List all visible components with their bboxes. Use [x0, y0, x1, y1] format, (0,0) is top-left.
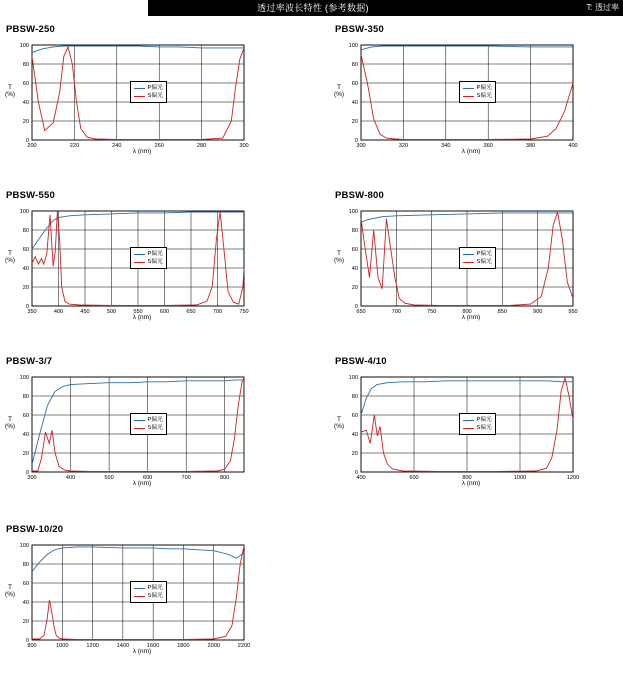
series-line-p: [361, 46, 573, 50]
svg-text:40: 40: [22, 432, 29, 439]
legend-item-p: [134, 584, 163, 592]
x-axis-label: λ (nm): [132, 480, 152, 487]
legend-swatch-s-icon: [134, 96, 145, 97]
svg-text:450: 450: [80, 309, 90, 315]
chart-title: PBSW-10/20: [6, 524, 64, 535]
svg-text:300: 300: [239, 143, 249, 149]
series-line-p: [32, 547, 244, 572]
svg-text:360: 360: [483, 143, 493, 149]
legend-label-p: P偏光: [476, 251, 492, 258]
header-note: T: 透过率: [586, 3, 619, 12]
svg-text:20: 20: [22, 119, 29, 126]
svg-text:320: 320: [398, 143, 409, 149]
legend-swatch-s-icon: [463, 96, 474, 97]
svg-text:60: 60: [22, 81, 29, 88]
svg-text:40: 40: [351, 432, 358, 439]
svg-text:900: 900: [532, 309, 543, 315]
svg-text:40: 40: [22, 266, 29, 273]
legend-item-p: [134, 250, 163, 258]
svg-text:800: 800: [462, 309, 472, 315]
legend-item-p: [134, 416, 163, 424]
svg-text:100: 100: [19, 375, 29, 382]
legend-label-p: P偏光: [147, 585, 163, 592]
y-axis-label: [2, 84, 18, 98]
svg-text:20: 20: [351, 451, 358, 458]
y-axis-label: [331, 84, 347, 98]
x-axis-label: λ (nm): [461, 314, 481, 321]
svg-text:700: 700: [391, 309, 402, 315]
svg-text:20: 20: [22, 619, 29, 626]
plot-area: [335, 371, 581, 486]
legend-swatch-s-icon: [134, 596, 145, 597]
svg-text:0: 0: [25, 138, 29, 145]
legend-swatch-p-icon: [134, 420, 145, 421]
chart-pbsw-550: [6, 190, 252, 320]
x-axis-label: λ (nm): [132, 648, 152, 655]
svg-text:300: 300: [356, 143, 366, 149]
svg-text:20: 20: [22, 451, 29, 458]
svg-text:350: 350: [27, 309, 37, 315]
legend-item-p: [134, 84, 163, 92]
svg-text:0: 0: [25, 470, 29, 477]
svg-text:550: 550: [133, 309, 143, 315]
legend-swatch-s-icon: [134, 262, 145, 263]
chart-pbsw-4-10: [335, 356, 581, 486]
svg-text:0: 0: [25, 638, 29, 645]
plot-area: [335, 205, 581, 320]
svg-text:850: 850: [497, 309, 508, 315]
y-axis-label: [2, 250, 18, 264]
svg-text:0: 0: [354, 470, 358, 477]
legend-label-p: P偏光: [476, 85, 492, 92]
svg-text:60: 60: [351, 247, 358, 254]
legend-swatch-p-icon: [463, 88, 474, 89]
svg-text:650: 650: [186, 309, 196, 315]
svg-text:80: 80: [351, 394, 358, 401]
svg-text:700: 700: [212, 309, 223, 315]
svg-text:40: 40: [22, 600, 29, 607]
legend-swatch-p-icon: [463, 420, 474, 421]
plot-area: [6, 205, 252, 320]
y-axis-symbol: T: [8, 583, 12, 591]
y-axis-symbol: T: [337, 249, 341, 257]
y-axis-symbol: T: [337, 415, 341, 423]
page-header: [0, 0, 623, 16]
y-axis-symbol: T: [8, 415, 12, 423]
chart-legend: [459, 413, 496, 435]
y-axis-unit: (%): [4, 256, 16, 264]
svg-text:2200: 2200: [237, 643, 251, 649]
legend-item-s: [134, 592, 163, 600]
svg-text:40: 40: [351, 266, 358, 273]
svg-text:600: 600: [159, 309, 170, 315]
x-axis-label: λ (nm): [461, 480, 481, 487]
x-axis-label: λ (nm): [132, 314, 152, 321]
svg-text:1000: 1000: [56, 643, 69, 649]
chart-title: PBSW-3/7: [6, 356, 53, 367]
svg-text:400: 400: [568, 143, 578, 149]
chart-title: PBSW-800: [335, 190, 384, 201]
chart-title: PBSW-4/10: [335, 356, 387, 367]
svg-text:1800: 1800: [177, 643, 190, 649]
chart-title: PBSW-350: [335, 24, 384, 35]
chart-pbsw-3-7: [6, 356, 252, 486]
chart-pbsw-800: [335, 190, 581, 320]
legend-label-p: P偏光: [476, 417, 492, 424]
plot-area: [6, 539, 252, 654]
legend-item-s: [463, 258, 492, 266]
svg-text:1200: 1200: [86, 643, 99, 649]
svg-text:60: 60: [351, 413, 358, 420]
y-axis-label: [331, 250, 347, 264]
svg-text:60: 60: [22, 247, 29, 254]
chart-pbsw-10-20: [6, 524, 252, 654]
header-bar: [148, 0, 623, 16]
legend-label-p: P偏光: [147, 251, 163, 258]
svg-text:1600: 1600: [146, 643, 160, 649]
legend-label-s: S偏光: [147, 93, 163, 100]
svg-text:1200: 1200: [566, 475, 580, 481]
x-axis-label: λ (nm): [132, 148, 152, 155]
plot-area: [6, 371, 252, 486]
svg-text:500: 500: [104, 475, 114, 481]
legend-label-s: S偏光: [476, 93, 492, 100]
y-axis-symbol: T: [8, 249, 12, 257]
svg-text:0: 0: [354, 304, 358, 311]
legend-item-p: [463, 250, 492, 258]
legend-item-s: [134, 92, 163, 100]
svg-text:400: 400: [65, 475, 76, 481]
legend-label-s: S偏光: [147, 259, 163, 266]
svg-text:60: 60: [22, 581, 29, 588]
svg-text:750: 750: [426, 309, 437, 315]
svg-text:80: 80: [22, 562, 29, 569]
chart-legend: [130, 247, 167, 269]
legend-item-s: [134, 424, 163, 432]
y-axis-unit: (%): [333, 256, 345, 264]
y-axis-unit: (%): [333, 422, 345, 430]
legend-item-s: [463, 92, 492, 100]
svg-text:0: 0: [354, 138, 358, 145]
legend-item-s: [463, 424, 492, 432]
svg-text:600: 600: [409, 475, 419, 481]
svg-text:400: 400: [53, 309, 64, 315]
svg-text:280: 280: [196, 143, 207, 149]
legend-label-p: P偏光: [147, 85, 163, 92]
chart-title: PBSW-250: [6, 24, 55, 35]
chart-pbsw-350: [335, 24, 581, 154]
y-axis-unit: (%): [333, 90, 345, 98]
svg-text:20: 20: [351, 285, 358, 292]
legend-item-p: [463, 84, 492, 92]
svg-text:200: 200: [27, 143, 37, 149]
svg-text:0: 0: [25, 304, 29, 311]
svg-text:1000: 1000: [513, 475, 527, 481]
svg-text:750: 750: [239, 309, 249, 315]
svg-text:100: 100: [19, 543, 29, 550]
svg-text:100: 100: [19, 209, 29, 216]
y-axis-unit: (%): [4, 590, 16, 598]
svg-text:340: 340: [441, 143, 451, 149]
svg-text:100: 100: [348, 375, 358, 382]
svg-text:240: 240: [112, 143, 122, 149]
svg-text:80: 80: [22, 394, 29, 401]
svg-text:2000: 2000: [207, 643, 220, 649]
y-axis-symbol: T: [8, 83, 12, 91]
chart-title: PBSW-550: [6, 190, 55, 201]
svg-text:600: 600: [142, 475, 153, 481]
chart-legend: [130, 81, 167, 103]
svg-text:100: 100: [19, 43, 29, 50]
legend-swatch-p-icon: [134, 88, 145, 89]
legend-item-s: [134, 258, 163, 266]
svg-text:500: 500: [106, 309, 117, 315]
legend-swatch-s-icon: [463, 428, 474, 429]
series-line-p: [32, 46, 244, 53]
svg-text:650: 650: [356, 309, 366, 315]
plot-area: [6, 39, 252, 154]
svg-text:40: 40: [22, 100, 29, 107]
svg-text:60: 60: [351, 81, 358, 88]
svg-text:1400: 1400: [116, 643, 130, 649]
svg-text:800: 800: [462, 475, 472, 481]
y-axis-label: [2, 416, 18, 430]
svg-text:40: 40: [351, 100, 358, 107]
legend-swatch-p-icon: [463, 254, 474, 255]
chart-legend: [459, 247, 496, 269]
y-axis-symbol: T: [337, 83, 341, 91]
svg-text:220: 220: [69, 143, 80, 149]
chart-pbsw-250: [6, 24, 252, 154]
x-axis-label: λ (nm): [461, 148, 481, 155]
y-axis-label: [2, 584, 18, 598]
svg-text:400: 400: [356, 475, 366, 481]
svg-text:20: 20: [22, 285, 29, 292]
header-title: 透过率波长特性 (参考数据): [257, 3, 369, 13]
legend-item-p: [463, 416, 492, 424]
y-axis-unit: (%): [4, 422, 16, 430]
svg-text:300: 300: [27, 475, 37, 481]
legend-swatch-p-icon: [134, 588, 145, 589]
legend-swatch-s-icon: [134, 428, 145, 429]
svg-text:950: 950: [568, 309, 578, 315]
svg-text:380: 380: [525, 143, 536, 149]
svg-text:80: 80: [22, 62, 29, 69]
svg-text:800: 800: [220, 475, 230, 481]
svg-text:80: 80: [351, 62, 358, 69]
svg-text:700: 700: [181, 475, 191, 481]
legend-label-s: S偏光: [147, 425, 163, 432]
svg-text:100: 100: [348, 209, 358, 216]
svg-text:100: 100: [348, 43, 358, 50]
legend-swatch-s-icon: [463, 262, 474, 263]
legend-label-s: S偏光: [147, 593, 163, 600]
legend-label-p: P偏光: [147, 417, 163, 424]
legend-swatch-p-icon: [134, 254, 145, 255]
chart-legend: [459, 81, 496, 103]
chart-legend: [130, 413, 167, 435]
svg-text:60: 60: [22, 413, 29, 420]
plot-area: [335, 39, 581, 154]
svg-text:800: 800: [27, 643, 37, 649]
svg-text:20: 20: [351, 119, 358, 126]
y-axis-label: [331, 416, 347, 430]
y-axis-unit: (%): [4, 90, 16, 98]
chart-legend: [130, 581, 167, 603]
svg-text:80: 80: [351, 228, 358, 235]
legend-label-s: S偏光: [476, 425, 492, 432]
svg-text:80: 80: [22, 228, 29, 235]
svg-text:260: 260: [154, 143, 164, 149]
legend-label-s: S偏光: [476, 259, 492, 266]
